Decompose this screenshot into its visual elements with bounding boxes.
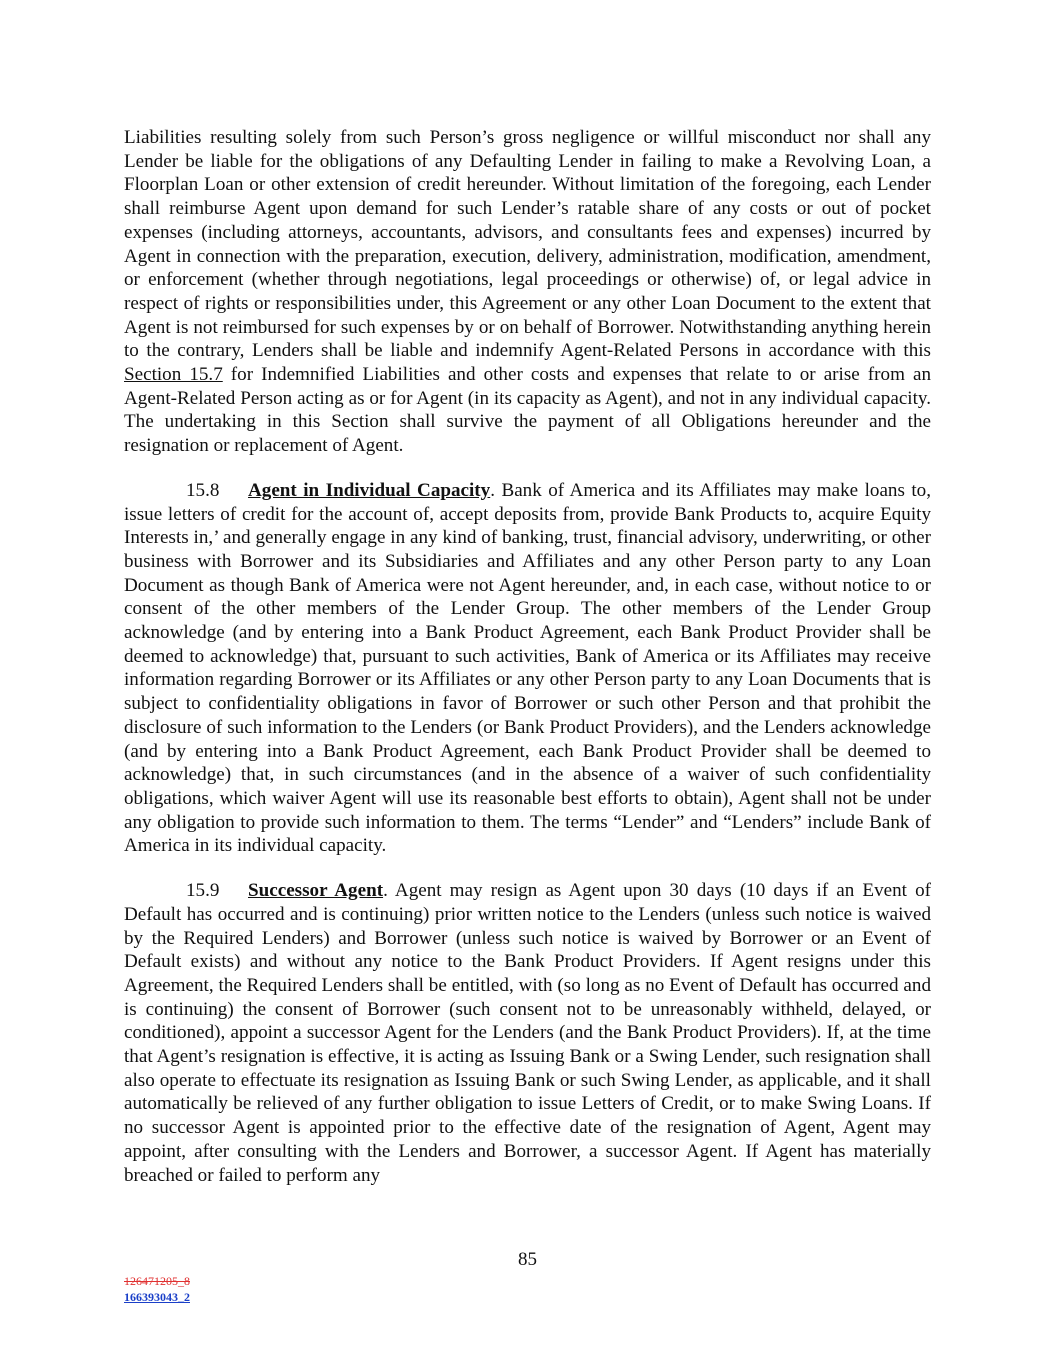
section-15-9 [124, 879, 931, 1187]
section-body: . Agent may resign as Agent upon 30 days (10 days if an Event of Default has occurred and is continuing) prior written notice to the Lenders (unless such notice is waived by the Required Lenders) and Borrower (unless such notice is waived by Borrower or an Event of Default exists) and without any notice to the Bank Product Providers. If Agent resigns under this Agreement, the Required Lenders shall be entitled, with (so long as no Event of Default has occurred and is continuing) the consent of Borrower (such consent not to be unreasonably withheld, delayed, or conditioned), appoint a successor Agent for the Lenders (and the Bank Product Providers). If, at the time that Agent’s resignation is effective, it is acting as Issuing Bank or a Swing Lender, such resignation shall also operate to effectuate its resignation as Issuing Bank or such Swing Lender, as applicable, and it shall automatically be relieved of any further obligation to issue Letters of Credit, or to make Swing Loans. If no successor Agent is appointed prior to the effective date of the resignation of Agent, Agent may appoint, after consulting with the Lenders and Borrower, a successor Agent. If Agent has materially breached or failed to perform any [124, 880, 931, 1186]
section-heading: Agent in Individual Capacity [248, 479, 491, 501]
doc-id-deleted: 126471205_8 [124, 1274, 190, 1288]
paragraph-text-a: Liabilities resulting solely from such Person’s gross negligence or willful misconduct nor shall any Lender be liable for the obligations of any Defaulting Lender in failing to make a Revolving Loan, a Floorplan Loan or other extension of credit hereunder. Without limitation of the foregoing, each Lender shall reimburse Agent upon demand for such Lender’s ratable share of any costs or out of pocket expenses (including attorneys, accountants, advisors, and consultants fees and expenses) incurred by Agent in connection with the preparation, execution, delivery, administration, modification, amendment, or enforcement (whether through negotiations, legal proceedings or otherwise) of, or legal advice in respect of rights or responsibilities under, this Agreement or any other Loan Document to the extent that Agent is not reimbursed for such expenses by or on behalf of Borrower. Notwithstanding anything herein to the contrary, Lenders shall be liable and indemnify Agent-Related Persons in accordance with this [124, 127, 931, 362]
document-id-block [124, 1273, 190, 1305]
section-15-8 [124, 479, 931, 858]
paragraph-text-b: for Indemnified Liabilities and other costs and expenses that relate to or arise from an Agent-Related Person acting as or for Agent (in its capacity as Agent), and not in any individual capacity. The undertaking in this Section shall survive the payment of all Obligations hereunder and the resignation or replacement of Agent. [124, 364, 931, 457]
section-body: . Bank of America and its Affiliates may make loans to, issue letters of credit for the account of, accept deposits from, provide Bank Products to, acquire Equity Interests in,’ and generally engage in any kind of banking, trust, financial advisory, underwriting, or other business with Borrower and its Subsidiaries and Affiliates and any other Person party to any Loan Document as though Bank of America were not Agent hereunder, and, in each case, without notice to or consent of the other members of the Lender Group. The other members of the Lender Group acknowledge (and by entering into a Bank Product Agreement, each Bank Product Provider shall be deemed to acknowledge) that, pursuant to such activities, Bank of America or its Affiliates may receive information regarding Borrower or its Affiliates or any other Person party to any Loan Documents that is subject to confidentiality obligations in favor of Borrower or such other Person and that prohibit the disclosure of such information to the Lenders (or Bank Product Providers), and the Lenders acknowledge (and by entering into a Bank Product Agreement, each Bank Product Provider shall be deemed to acknowledge) that, in such circumstances (and in the absence of a waiver of such confidentiality obligations, which waiver Agent will use its reasonable best efforts to obtain), Agent shall not be under any obligation to provide such information to them. The terms “Lender” and “Lenders” include Bank of America in its individual capacity. [124, 479, 931, 857]
page-number: 85 [518, 1249, 537, 1270]
section-15-7-cross-reference[interactable]: Section 15.7 [124, 364, 223, 386]
doc-id-inserted: 166393043_2 [124, 1290, 190, 1304]
section-number: 15.9 [186, 880, 220, 902]
paragraph-continuation [124, 126, 931, 458]
section-number: 15.8 [186, 479, 220, 501]
section-heading: Successor Agent [248, 880, 384, 902]
document-page [124, 126, 931, 1208]
